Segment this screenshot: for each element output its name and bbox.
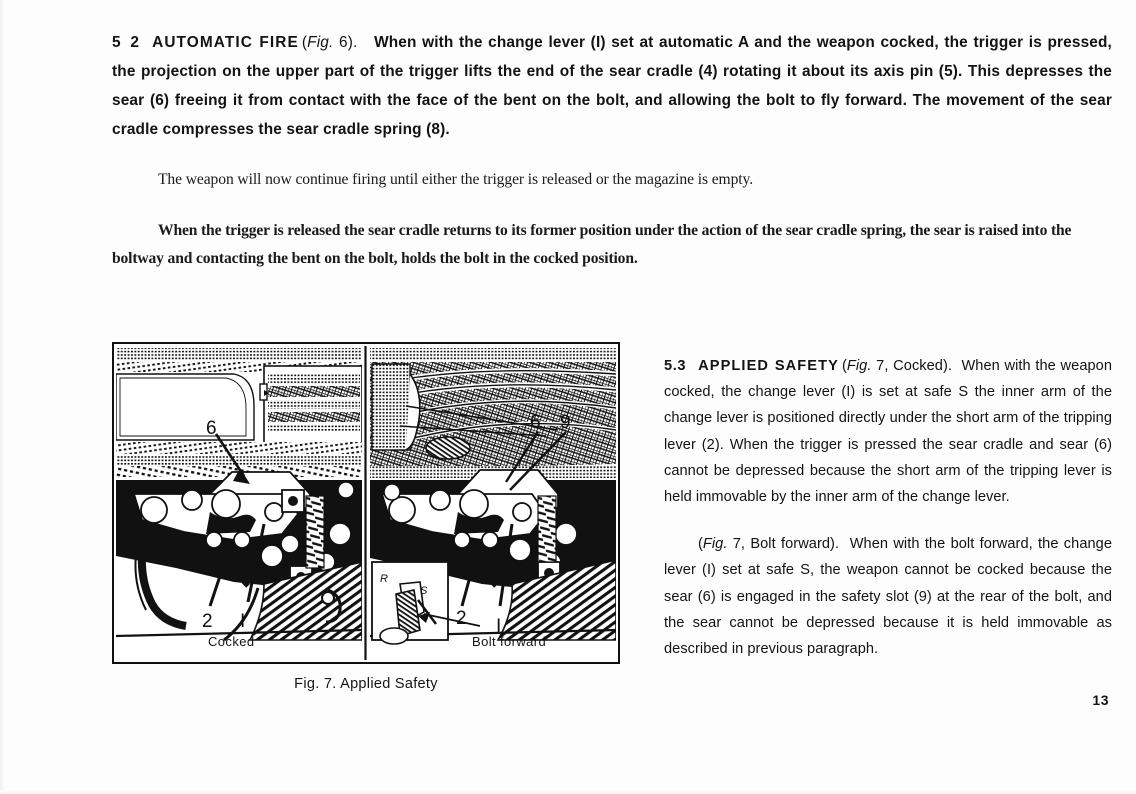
figure-7-container	[112, 342, 620, 692]
figure-7-illustration	[114, 344, 618, 662]
figure-reference-fig6: (Fig. 6).	[301, 34, 358, 51]
section-title-applied-safety: APPLIED SAFETY	[698, 358, 839, 374]
figure-callout-left-6: 6	[206, 418, 217, 439]
figure-callout-left-1: I	[240, 611, 246, 632]
scan-edge-left	[0, 0, 5, 794]
figure-inset-marking-s: S	[420, 585, 428, 597]
section-automatic-fire-paragraph	[112, 28, 1112, 144]
section-title-automatic-fire: AUTOMATIC FIRE	[152, 34, 299, 51]
figure-7-frame	[112, 342, 620, 664]
figure-caption: Fig. 7. Applied Safety	[294, 676, 438, 692]
figure-callout-right-6: 6	[530, 412, 541, 433]
figure-inset-marking-r: R	[380, 573, 388, 585]
figure-callout-right-2: 2	[456, 608, 467, 629]
section-number-applied-safety: 5.3	[664, 358, 687, 374]
scan-edge-bottom	[0, 790, 1136, 794]
figure-callout-right-1: I	[496, 616, 502, 637]
page-number: 13	[1092, 692, 1109, 708]
paragraph-bolt-forward	[664, 531, 1112, 662]
section-applied-safety-paragraph	[664, 353, 1112, 510]
figure-callout-left-2: 2	[202, 611, 213, 632]
figure-reference-fig7-bolt-forward: (Fig. 7, Bolt forward).	[698, 536, 840, 553]
figure-callout-right-9: 9	[560, 412, 571, 433]
paragraph-bolt-forward-body: When with the bolt forward, the change lever (I) set at safe S, the weapon cannot be cocked because the sear (6) is engaged in the safety slot (9) at the rear of the bolt, and the sear cannot be depressed because it is held immovable as described in previous paragraph.	[664, 536, 1112, 658]
figure-panel-label-cocked: Cocked	[208, 634, 255, 649]
paragraph-trigger-released: When the trigger is released the sear cradle returns to its former position under the action of the sear cradle spring, the sear is raised into the boltway and contacting the bent on the bolt, holds the bolt in the cocked position.	[112, 222, 1072, 267]
section-body-applied-safety: When with the weapon cocked, the change lever (I) is set at safe S the inner arm of the change lever is positioned directly under the short arm of the tripping lever (2). When the trigger is pressed the sear cradle and sear (6) cannot be depressed because the short arm of the tripping lever is held immovable by the inner arm of the change lever.	[664, 358, 1112, 506]
section-body-automatic-fire: When with the change lever (I) set at automatic A and the weapon cocked, the trigger is pressed, the projection on the upper part of the trigger lifts the end of the sear cradle (4) rotating it about its axis pin (5). This depresses the sear (6) freeing it from contact with the face of the bent on the bolt, and allowing the bolt to fly forward. The movement of the sear cradle compresses the sear cradle spring (8).	[112, 34, 1112, 138]
right-column-text	[664, 353, 1112, 662]
section-number-automatic-fire: 5 2	[112, 34, 142, 51]
top-text-block	[112, 28, 1112, 273]
figure-panel-label-bolt-forward: Bolt forward	[472, 634, 547, 649]
figure-reference-fig7-cocked: (Fig. 7, Cocked).	[842, 358, 952, 374]
paragraph-continue-firing: The weapon will now continue firing until either the trigger is released or the magazine is empty.	[158, 171, 753, 188]
